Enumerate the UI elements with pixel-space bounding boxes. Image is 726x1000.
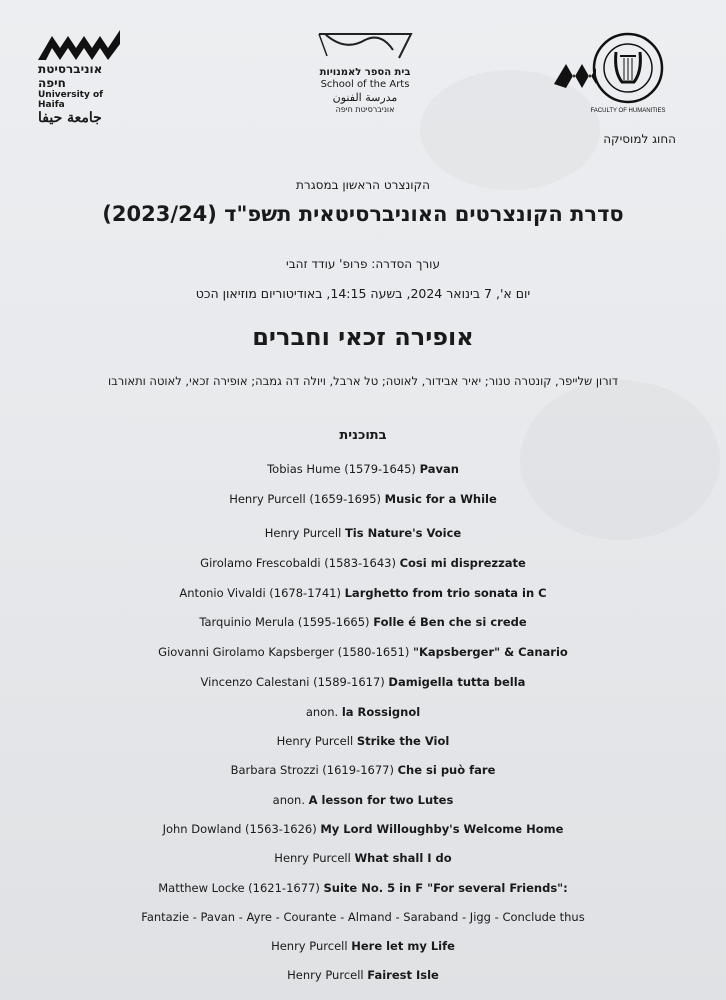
program-piece: Music for a While <box>384 492 497 506</box>
program-piece: Pavan <box>419 462 459 476</box>
faculty-of-humanities-logo <box>552 28 672 118</box>
program-item <box>0 645 726 659</box>
program-item <box>0 526 726 540</box>
program-item <box>0 462 726 476</box>
program-piece: Suite No. 5 in F "For several Friends": <box>323 881 568 895</box>
program-item <box>0 556 726 570</box>
intro-line: הקונצרט הראשון במסגרת <box>296 178 430 192</box>
program-composer: Giovanni Girolamo Kapsberger (1580-1651) <box>158 645 410 659</box>
program-item <box>0 615 726 629</box>
department-label: החוג למוסיקה <box>603 132 676 146</box>
program-piece: Larghetto from trio sonata in C <box>344 586 547 600</box>
program-piece: Folle é Ben che si crede <box>373 615 527 629</box>
program-item <box>0 763 726 777</box>
program-composer: Matthew Locke (1621-1677) <box>158 881 320 895</box>
program-piece: A lesson for two Lutes <box>308 793 454 807</box>
program-piece: Fairest Isle <box>367 968 439 982</box>
program-item <box>0 675 726 689</box>
haifa-logo-english: University of Haifa <box>38 90 104 110</box>
humanities-lyre-icon <box>552 28 670 116</box>
program-piece: la Rossignol <box>341 705 421 719</box>
performers-title: אופירה זכאי וחברים <box>252 323 474 351</box>
program-composer: Henry Purcell <box>274 851 351 865</box>
haifa-logo-arabic: جامعة حيفا <box>38 110 102 126</box>
program-composer: Henry Purcell (1659-1695) <box>229 492 381 506</box>
program-item <box>0 939 726 953</box>
program-piece: Che si può fare <box>397 763 496 777</box>
haifa-chevron-icon <box>38 30 120 60</box>
arts-logo-hebrew: בית הספר לאמנויות <box>319 67 411 78</box>
program-piece: Tis Nature's Voice <box>344 526 462 540</box>
program-piece: Cosi mi disprezzate <box>399 556 526 570</box>
program-composer: Tarquinio Merula (1595-1665) <box>199 615 370 629</box>
program-composer: Antonio Vivaldi (1678-1741) <box>179 586 341 600</box>
series-editor: עורך הסדרה: פרופ' עודד זהבי <box>286 257 440 271</box>
program-item <box>0 822 726 836</box>
program-item <box>0 586 726 600</box>
program-item <box>0 968 726 982</box>
program-piece: "Kapsberger" & Canario <box>412 645 568 659</box>
program-piece: Here let my Life <box>351 939 455 953</box>
program-composer: John Dowland (1563-1626) <box>162 822 317 836</box>
university-of-haifa-logo <box>38 30 128 126</box>
program-composer: Henry Purcell <box>271 939 348 953</box>
program-composer: Henry Purcell <box>287 968 364 982</box>
arts-logo-english: School of the Arts <box>320 79 410 90</box>
program-item <box>0 705 726 719</box>
program-piece: Damigella tutta bella <box>388 675 526 689</box>
program-composer: Girolamo Frescobaldi (1583-1643) <box>200 556 396 570</box>
program-piece: What shall I do <box>354 851 452 865</box>
program-item <box>0 851 726 865</box>
program-heading: בתוכנית <box>339 428 387 443</box>
program-piece: My Lord Willoughby's Welcome Home <box>320 822 564 836</box>
program-composer: anon. <box>272 793 305 807</box>
program-composer: anon. <box>305 705 339 719</box>
school-of-arts-logo <box>310 26 420 122</box>
program-piece: Fantazie - Pavan - Ayre - Courante - Almand - Saraband - Jigg - Conclude thus <box>141 910 585 924</box>
program-composer: Vincenzo Calestani (1589-1617) <box>200 675 385 689</box>
humanities-ring-text: FACULTY OF HUMANITIES <box>590 108 666 114</box>
program-item <box>0 881 726 895</box>
program-item <box>0 492 726 506</box>
paper-stain <box>520 380 720 540</box>
arts-wave-icon <box>315 26 415 62</box>
arts-logo-subtitle: אוניברסיטת חיפה <box>335 105 395 114</box>
program-item <box>0 793 726 807</box>
program-composer: Barbara Strozzi (1619-1677) <box>230 763 394 777</box>
haifa-logo-hebrew: אוניברסיטת חיפה <box>38 62 103 90</box>
program-item <box>0 910 726 924</box>
program-composer: Tobias Hume (1579-1645) <box>267 462 416 476</box>
program-composer: Henry Purcell <box>276 734 354 748</box>
program-piece: Strike the Viol <box>356 734 450 748</box>
performers-list: דורון שלייפר, קונטרה טנור; יאיר אבידור, לאוטה; טל ארבל, ויולה דה גמבה; אופירה זכאי, לאוטה ותאורבו <box>107 374 618 388</box>
program-item <box>0 734 726 748</box>
event-details: יום א', 7 בינואר 2024, בשעה 14:15, באודיטוריום מוזיאון הכט <box>195 286 531 301</box>
program-composer: Henry Purcell <box>264 526 342 540</box>
series-title: סדרת הקונצרטים האוניברסיטאית תשפ"ד (2023/24) <box>102 202 624 226</box>
arts-logo-arabic: مدرسة الفنون <box>332 91 398 104</box>
